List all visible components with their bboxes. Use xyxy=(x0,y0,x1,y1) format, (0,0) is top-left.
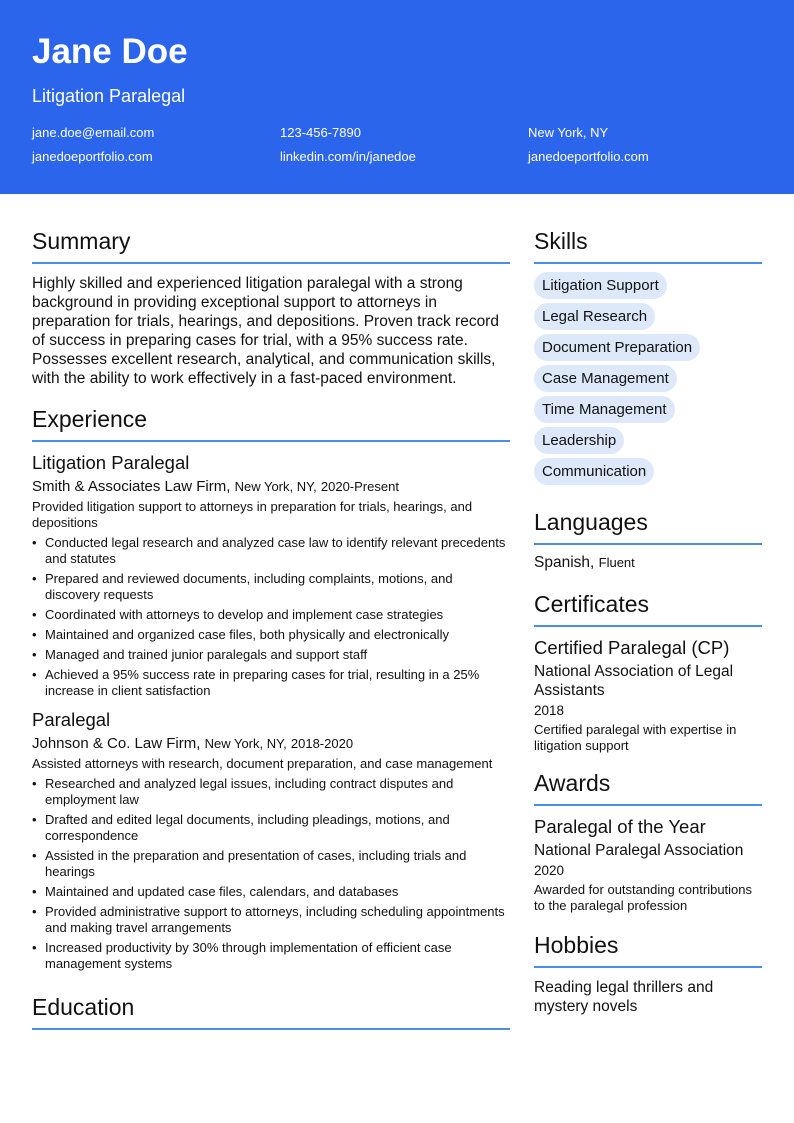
summary-heading: Summary xyxy=(32,226,510,264)
award-item xyxy=(534,815,762,914)
job-bullet: • Managed and trained junior paralegals and support staff xyxy=(32,647,510,663)
job-bullets xyxy=(32,535,510,699)
hobbies-heading: Hobbies xyxy=(534,930,762,968)
resume-header xyxy=(0,0,794,194)
job-dates: 2020-Present xyxy=(320,479,399,494)
job-bullet: • Provided administrative support to attorneys, including scheduling appointments and making travel arrangements xyxy=(32,904,510,936)
skills-heading: Skills xyxy=(534,226,762,264)
language-name: Spanish, xyxy=(534,554,595,571)
certificate-year: 2018 xyxy=(534,703,565,718)
job-entry xyxy=(32,451,510,699)
certificate-title: Certified Paralegal (CP) xyxy=(534,637,730,658)
skills-list xyxy=(534,272,762,489)
job-meta xyxy=(32,477,510,497)
contact-email[interactable]: jane.doe@email.com xyxy=(32,125,155,140)
certificate-description: Certified paralegal with expertise in litigation support xyxy=(534,722,737,753)
skill-pill: Leadership xyxy=(534,427,624,454)
job-dates: 2018-2020 xyxy=(290,736,354,751)
skill-pill: Document Preparation xyxy=(534,334,700,361)
award-title: Paralegal of the Year xyxy=(534,816,706,837)
education-heading: Education xyxy=(32,992,510,1030)
contact-phone[interactable]: 123-456-7890 xyxy=(280,125,361,140)
job-bullet: • Assisted in the preparation and presentation of cases, including trials and hearings xyxy=(32,848,510,880)
job-bullet: • Coordinated with attorneys to develop and implement case strategies xyxy=(32,607,510,623)
skill-pill: Case Management xyxy=(534,365,677,392)
job-bullet: • Conducted legal research and analyzed case law to identify relevant precedents and statutes xyxy=(32,535,510,567)
job-location: New York, NY, xyxy=(204,736,287,751)
award-org: National Paralegal Association xyxy=(534,842,744,859)
job-bullet: • Increased productivity by 30% through implementation of efficient case management systems xyxy=(32,940,510,972)
left-column xyxy=(32,194,510,1030)
job-entry xyxy=(32,708,510,972)
award-description: Awarded for outstanding contributions to the paralegal profession xyxy=(534,882,753,913)
experience-heading: Experience xyxy=(32,404,510,442)
certificate-org: National Association of Legal Assistants xyxy=(534,663,734,699)
job-location: New York, NY, xyxy=(234,479,317,494)
award-year: 2020 xyxy=(534,863,565,878)
job-bullet: • Maintained and updated case files, calendars, and databases xyxy=(32,884,510,900)
candidate-name: Jane Doe xyxy=(32,32,188,71)
contact-linkedin[interactable]: linkedin.com/in/janedoe xyxy=(280,149,416,164)
job-title: Litigation Paralegal xyxy=(32,452,190,473)
contact-location: New York, NY xyxy=(528,125,609,140)
job-meta xyxy=(32,734,510,754)
skill-pill: Time Management xyxy=(534,396,675,423)
hobby-item: Reading legal thrillers and mystery novels xyxy=(534,979,714,1015)
skill-pill: Legal Research xyxy=(534,303,655,330)
job-bullet: • Researched and analyzed legal issues, including contract disputes and employment law xyxy=(32,776,510,808)
languages-heading: Languages xyxy=(534,507,762,545)
contact-portfolio[interactable]: janedoeportfolio.com xyxy=(528,149,649,164)
job-bullet: • Prepared and reviewed documents, including complaints, motions, and discovery requests xyxy=(32,571,510,603)
certificate-item xyxy=(534,636,762,754)
job-company: Smith & Associates Law Firm, xyxy=(32,478,231,495)
job-bullet: • Maintained and organized case files, both physically and electronically xyxy=(32,627,510,643)
job-title: Paralegal xyxy=(32,709,111,730)
job-bullets xyxy=(32,776,510,972)
candidate-role: Litigation Paralegal xyxy=(32,86,186,106)
resume-body xyxy=(0,194,794,1030)
job-company: Johnson & Co. Law Firm, xyxy=(32,735,201,752)
summary-text: Highly skilled and experienced litigation paralegal with a strong background in providing exceptional support to attorneys in preparation for trials, hearings, and depositions. Proven track record of success in preparing cases for trial, with a 95% success rate. Possesses excellent research, analytical, and communication skills, with the ability to work effectively in a fast-paced environment. xyxy=(32,275,499,387)
job-bullet: • Drafted and edited legal documents, including pleadings, motions, and correspondence xyxy=(32,812,510,844)
job-description: Assisted attorneys with research, document preparation, and case management xyxy=(32,756,493,771)
contact-grid xyxy=(32,124,762,166)
skill-pill: Litigation Support xyxy=(534,272,667,299)
skill-pill: Communication xyxy=(534,458,654,485)
language-level: Fluent xyxy=(598,555,635,570)
certificates-heading: Certificates xyxy=(534,589,762,627)
job-description: Provided litigation support to attorneys in preparation for trials, hearings, and depositions xyxy=(32,499,473,530)
contact-website[interactable]: janedoeportfolio.com xyxy=(32,149,153,164)
right-column xyxy=(534,194,762,1030)
awards-heading: Awards xyxy=(534,768,762,806)
language-item xyxy=(534,553,762,573)
job-bullet: • Achieved a 95% success rate in preparing cases for trial, resulting in a 25% increase in client satisfaction xyxy=(32,667,510,699)
